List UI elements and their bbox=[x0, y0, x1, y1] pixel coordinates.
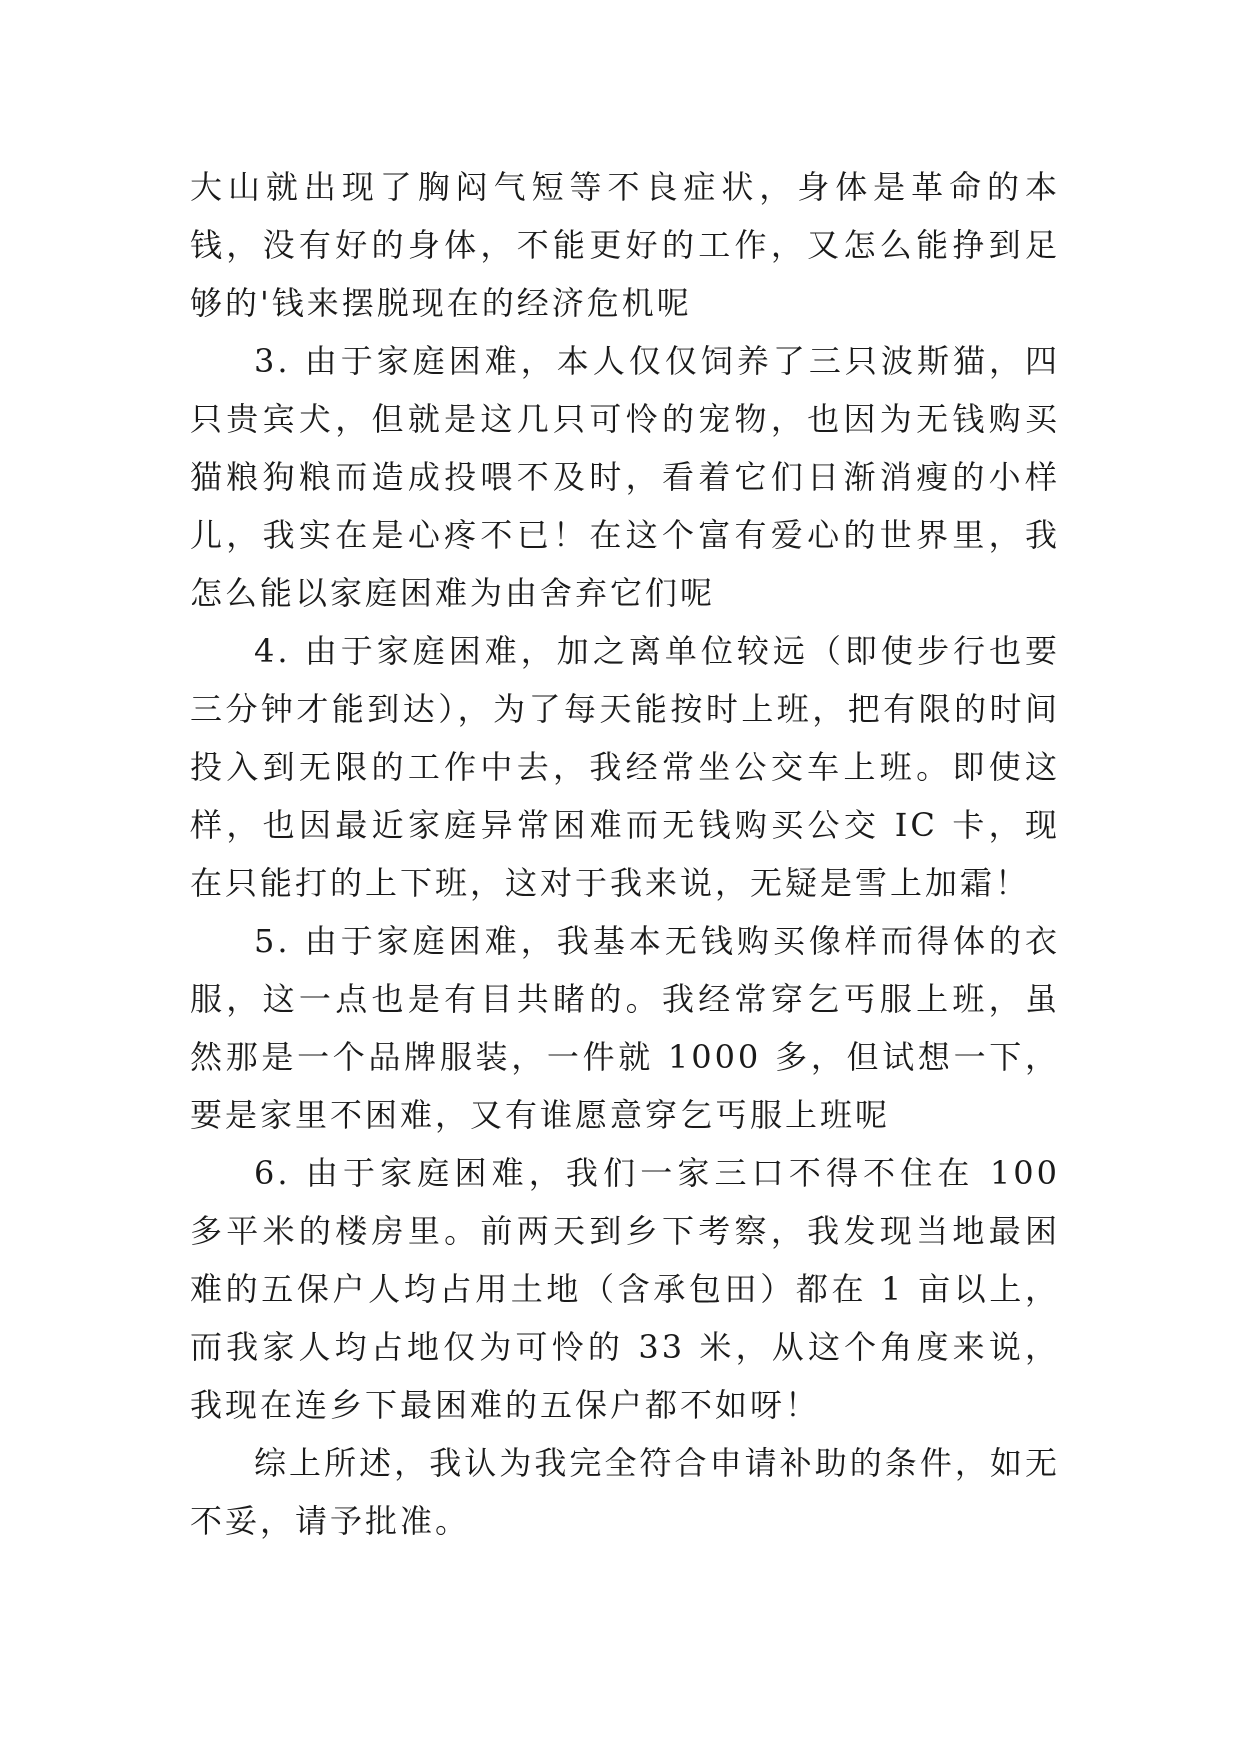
paragraph-item-3: 3. 由于家庭困难，本人仅仅饲养了三只波斯猫，四只贵宾犬，但就是这几只可怜的宠物，也因为无钱购买猫粮狗粮而造成投喂不及时，看着它们日渐消瘦的小样儿，我实在是心疼不已！在这个富有爱心的世界里，我怎么能以家庭困难为由舍弃它们呢 bbox=[190, 342, 1060, 612]
paragraph-item-5: 5. 由于家庭困难，我基本无钱购买像样而得体的衣服，这一点也是有目共睹的。我经常穿乞丐服上班，虽然那是一个品牌服装，一件就 1000 多，但试想一下，要是家里不困难，又有谁愿意穿乞丐服上班呢 bbox=[190, 922, 1060, 1134]
paragraph-item-6: 6. 由于家庭困难，我们一家三口不得不住在 100 多平米的楼房里。前两天到乡下考察，我发现当地最困难的五保户人均占用土地（含承包田）都在 1 亩以上，而我家人均占地仅为可怜的 33 米，从这个角度来说，我现在连乡下最困难的五保户都不如呀！ bbox=[190, 1154, 1060, 1424]
paragraph-conclusion: 综上所述，我认为我完全符合申请补助的条件，如无不妥，请予批准。 bbox=[190, 1444, 1060, 1540]
paragraph-continuation: 大山就出现了胸闷气短等不良症状，身体是革命的本钱，没有好的身体，不能更好的工作，又怎么能挣到足够的'钱来摆脱现在的经济危机呢 bbox=[190, 168, 1060, 322]
document-body bbox=[190, 158, 1060, 1550]
paragraph-item-4: 4. 由于家庭困难，加之离单位较远（即使步行也要三分钟才能到达），为了每天能按时上班，把有限的时间投入到无限的工作中去，我经常坐公交车上班。即使这样，也因最近家庭异常困难而无钱购买公交 IC 卡，现在只能打的上下班，这对于我来说，无疑是雪上加霜！ bbox=[190, 632, 1060, 902]
